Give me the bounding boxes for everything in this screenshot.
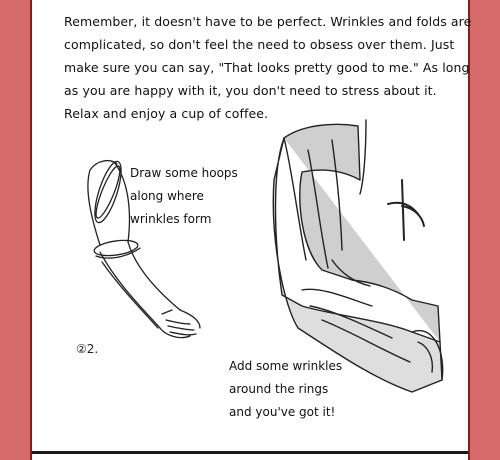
caption-add-wrinkles: Add some wrinkles around the rings and you've got it!: [229, 359, 343, 419]
page-panel: [30, 0, 470, 460]
intro-paragraph: Remember, it doesn't have to be perfect. Wrinkles and folds are complicated, so don't feel the need to obsess over them. Just make sure you can say, "That looks pretty good to me." As long as you are happy with it, you don't need to stress about it. Relax and enjoy a cup of coffee.: [64, 14, 472, 121]
bottom-divider: [32, 451, 468, 454]
figure-number: ②2.: [76, 342, 99, 356]
caption-draw-hoops: Draw some hoops along where wrinkles form: [130, 166, 238, 226]
